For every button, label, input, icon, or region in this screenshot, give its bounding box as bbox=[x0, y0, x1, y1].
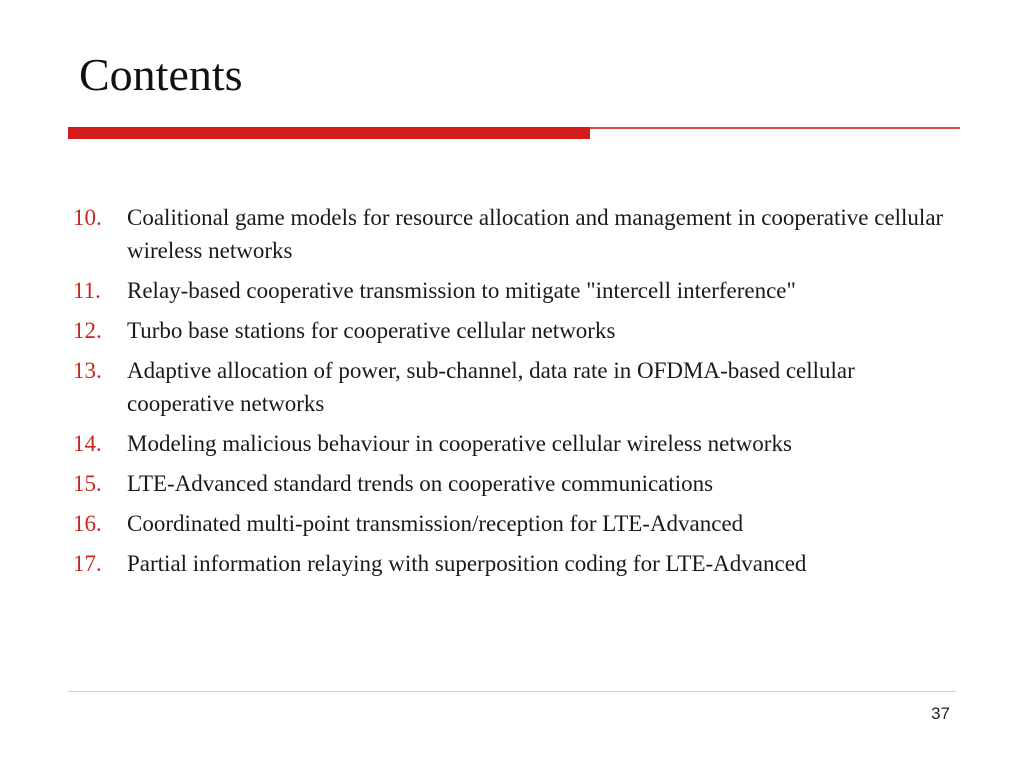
list-item-text: Adaptive allocation of power, sub-channel, data rate in OFDMA-based cellular cooperative networks bbox=[127, 358, 855, 416]
list-item bbox=[0, 354, 1024, 420]
list-item-number: 12. bbox=[73, 318, 102, 343]
list-item bbox=[0, 314, 1024, 347]
slide-title: Contents bbox=[79, 49, 243, 100]
list-item-text: Turbo base stations for cooperative cellular networks bbox=[127, 318, 616, 343]
list-item-text: Coalitional game models for resource allocation and management in cooperative cellular wireless networks bbox=[127, 205, 944, 263]
list-item-number: 11. bbox=[73, 278, 101, 303]
list-item bbox=[0, 547, 1024, 580]
list-item-text: Relay-based cooperative transmission to mitigate "intercell interference" bbox=[127, 278, 796, 303]
list-item-text: Modeling malicious behaviour in cooperative cellular wireless networks bbox=[127, 431, 792, 456]
list-item-text: Partial information relaying with superposition coding for LTE-Advanced bbox=[127, 551, 807, 576]
list-item-text: LTE-Advanced standard trends on cooperative communications bbox=[127, 471, 714, 496]
list-item-number: 13. bbox=[73, 358, 102, 383]
list-item-text: Coordinated multi-point transmission/reception for LTE-Advanced bbox=[127, 511, 744, 536]
list-item-number: 14. bbox=[73, 431, 102, 456]
title-underline-thick bbox=[68, 127, 590, 139]
list-item bbox=[0, 427, 1024, 460]
footer-divider bbox=[68, 691, 956, 692]
list-item bbox=[0, 201, 1024, 267]
list-item-number: 10. bbox=[73, 205, 102, 230]
list-item bbox=[0, 274, 1024, 307]
list-item-number: 17. bbox=[73, 551, 102, 576]
title-underline-thin bbox=[590, 127, 960, 129]
contents-list bbox=[0, 201, 1024, 587]
list-item bbox=[0, 467, 1024, 500]
page-number: 37 bbox=[931, 704, 950, 723]
list-item-number: 15. bbox=[73, 471, 102, 496]
list-item-number: 16. bbox=[73, 511, 102, 536]
list-item bbox=[0, 507, 1024, 540]
